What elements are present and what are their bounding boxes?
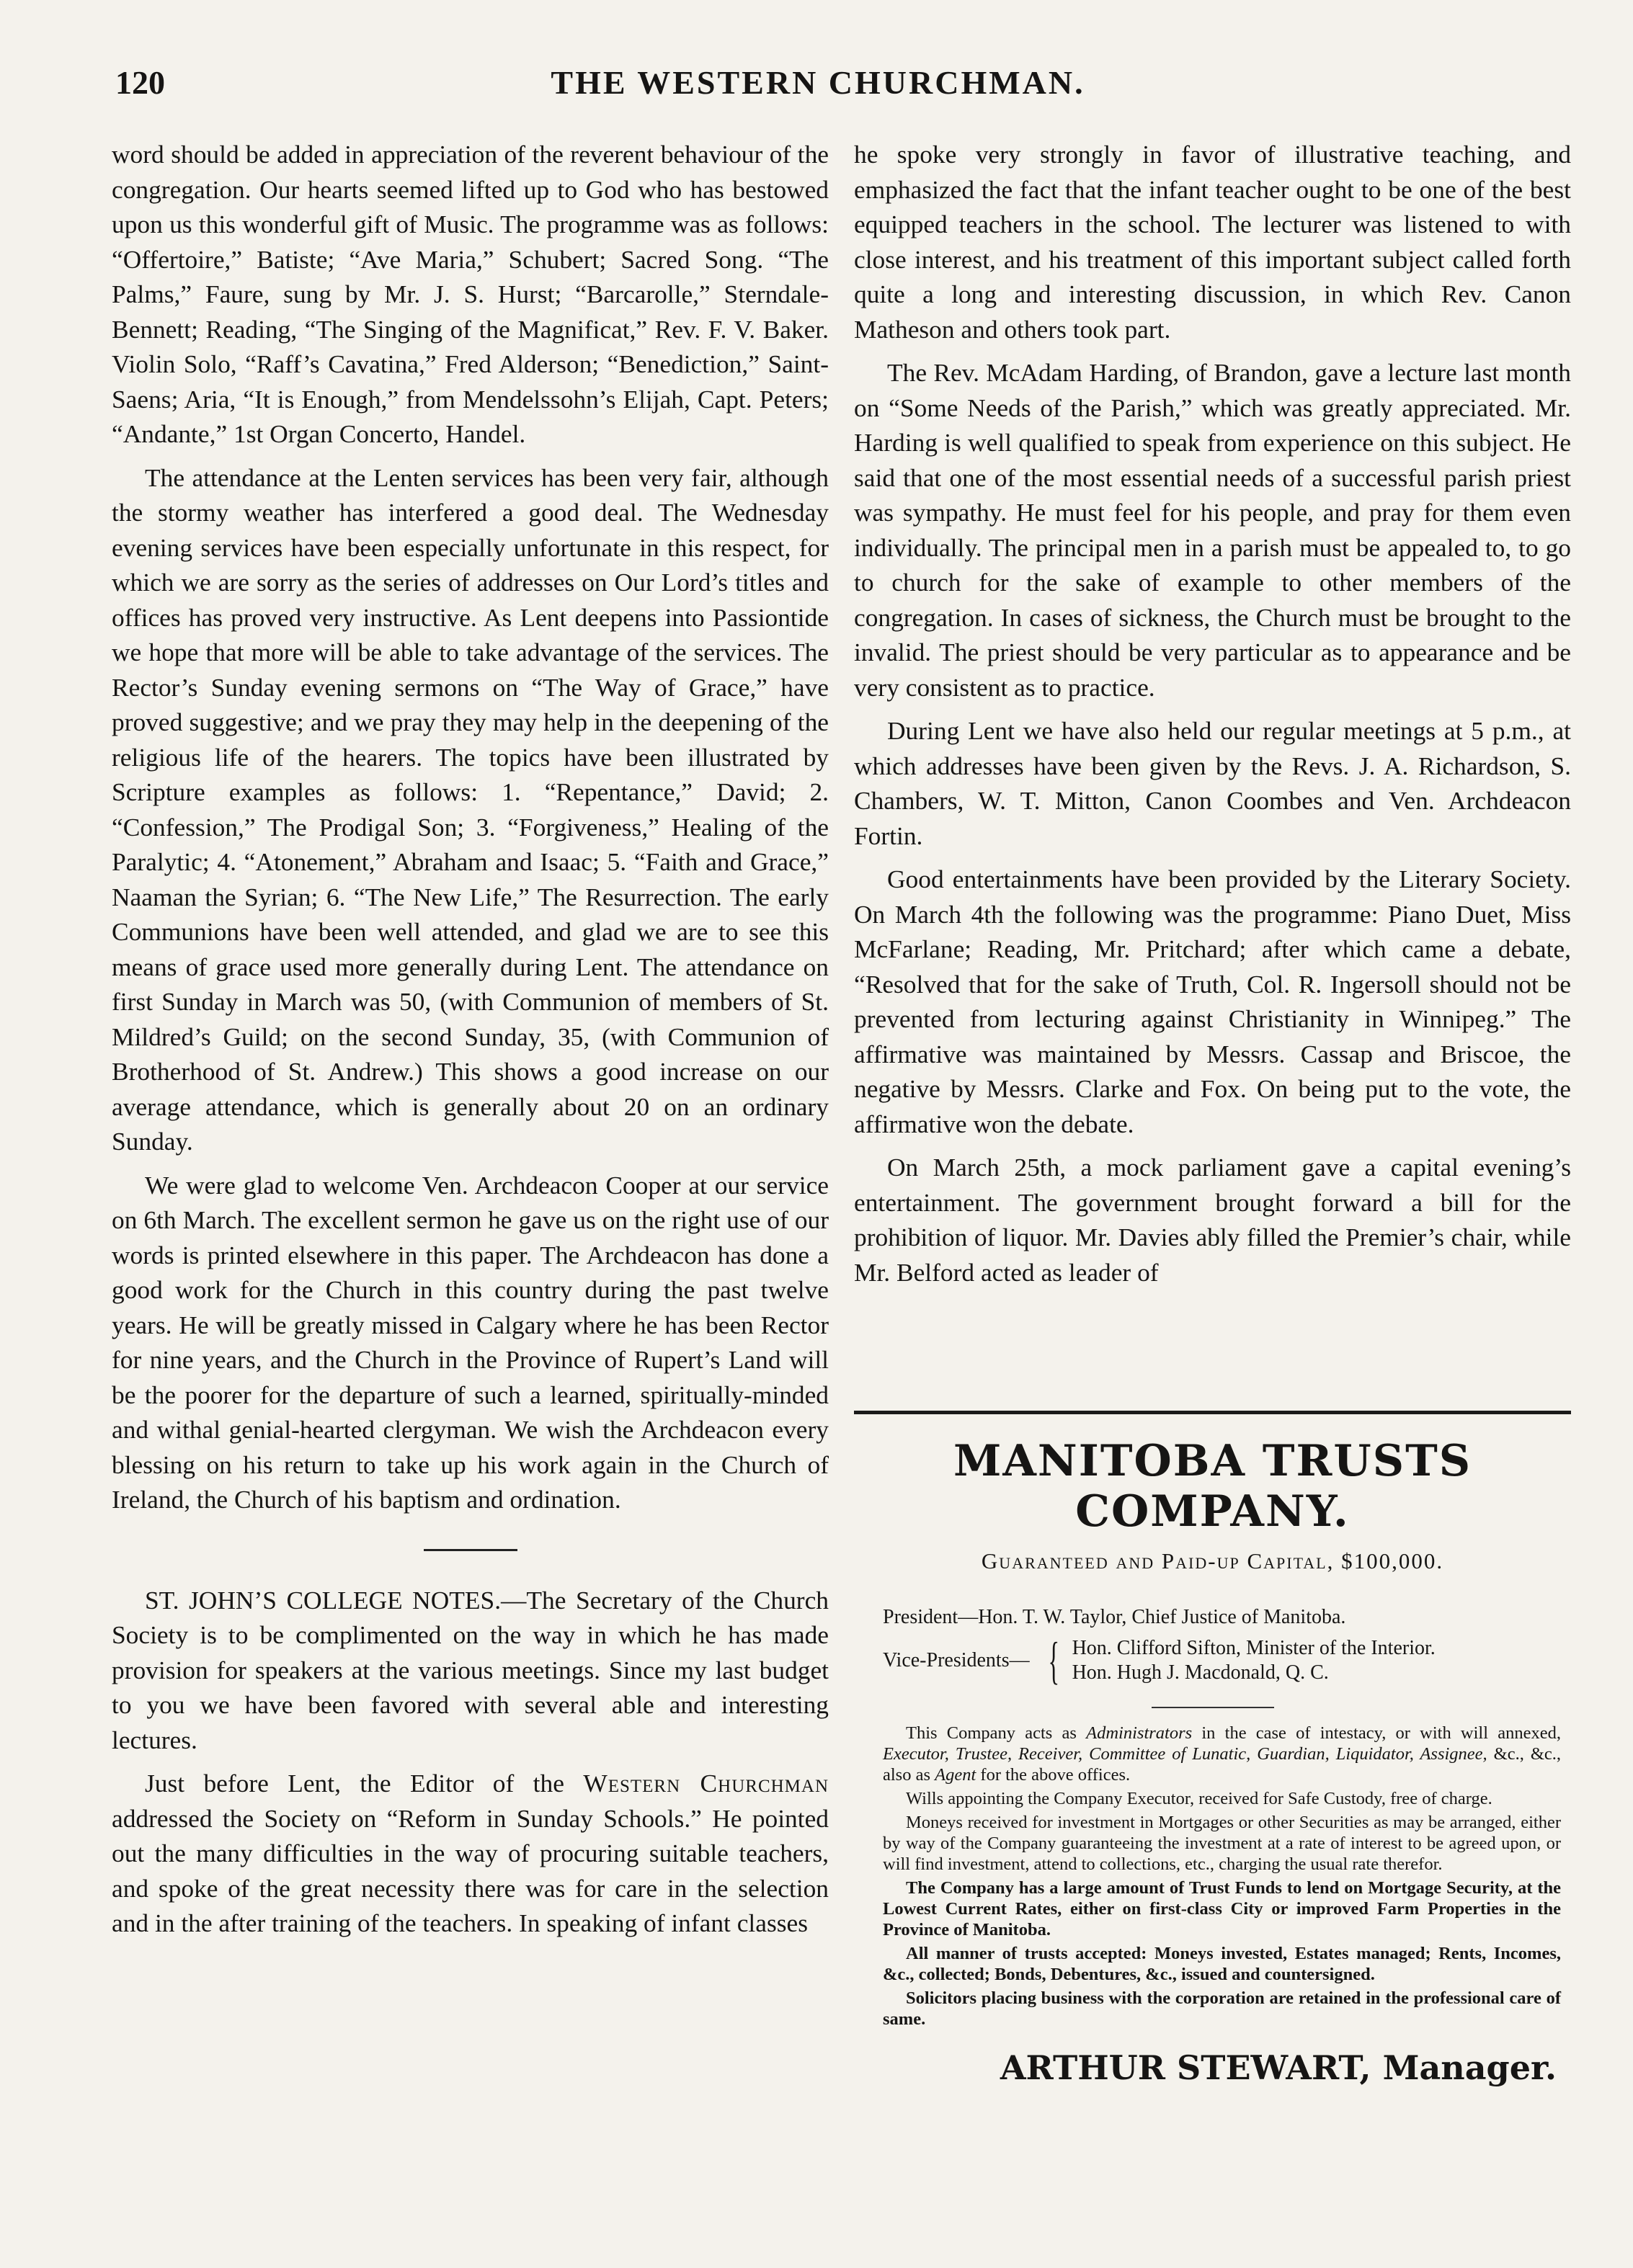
ad-paragraph: Solicitors placing business with the corporation are retained in the professional care of same. bbox=[883, 1988, 1561, 2029]
paragraph-st-johns-college-notes: ST. JOHN’S COLLEGE NOTES.—The Secretary of the Church Society is to be complimented on the way in which he has made provision for speakers at the various meetings. Since my last budget to you we have been favored with several able and interesting lectures. bbox=[112, 1585, 829, 1754]
ad-paragraph: This Company acts as Administrators in the case of intestacy, or with will annexed, Executor, Trustee, Receiver, Committee of Lunatic, Guardian, Liquidator, Assignee, &c., &c., also as Agent for the above offices. bbox=[883, 1723, 1561, 1785]
paragraph-archdeacon-cooper: We were glad to welcome Ven. Archdeacon Cooper at our service on 6th March. The excellent sermon he gave us on the right use of our words is printed elsewhere in this paper. The Archdeacon has done a good work for the Church in this country during the past twelve years. He will be greatly missed in Calgary where he has been Rector for nine years, and the Church in the Province of Rupert’s Land will be the poorer for the departure of such a learned, spiritually-minded and withal genial-hearted clergyman. We wish the Archdeacon every blessing on his return to take up his work again in the Church of Ireland, the Church of his baptism and ordination. bbox=[112, 1170, 829, 1514]
ad-vice-presidents bbox=[883, 1632, 1571, 1689]
paragraph-mock-parliament: On March 25th, a mock parliament gave a capital evening’s entertainment. The government brought forward a bill for the prohibition of liquor. Mr. Davies ably filled the Premier’s chair, while Mr. Belford acted as leader of bbox=[854, 1153, 1571, 1287]
paragraph-illustrative-teaching: he spoke very strongly in favor of illustrative teaching, and emphasized the fact that the infant teacher ought to be one of the best equipped teachers in the school. The lecturer was listened to with close interest, and his treatment of this important subject called forth quite a long and interesting discussion, in which Rev. Canon Matheson and others took part. bbox=[854, 140, 1571, 344]
page-title: THE WESTERN CHURCHMAN. bbox=[551, 64, 1085, 101]
ad-paragraph: Wills appointing the Company Executor, received for Safe Custody, free of charge. bbox=[906, 1789, 1492, 1808]
ad-divider bbox=[1152, 1707, 1274, 1708]
ad-paragraph: All manner of trusts accepted: Moneys invested, Estates managed; Rents, Incomes, &c., collected; Bonds, Debentures, &c., issued and countersigned. bbox=[883, 1944, 1561, 1984]
ad-paragraph: Moneys received for investment in Mortgages or other Securities as may be arranged, either by way of the Company guaranteeing the investment at a rate of interest to be agreed upon, or will find investment, attend to collections, etc., charging the usual rate therefor. bbox=[883, 1813, 1561, 1874]
paragraph-lenten-services: The attendance at the Lenten services has been very fair, although the stormy weather has interfered a good deal. The Wednesday evening services have been especially unfortunate in this respect, for which we are sorry as the series of addresses on Our Lord’s titles and offices has proved very instructive. As Lent deepens into Passiontide we hope that more will be able to take advantage of the services. The Rector’s Sunday evening sermons on “The Way of Grace,” have proved suggestive; and we pray they may help in the deepening of the religious life of the hearers. The topics have been illustrated by Scripture examples as follows: 1. “Repentance,” David; 2. “Confession,” The Prodigal Son; 3. “Forgiveness,” Healing of the Paralytic; 4. “Atonement,” Abraham and Isaac; 5. “Faith and Grace,” Naaman the Syrian; 6. “The New Life,” The Resurrection. The early Communions have been well attended, and glad we are to see this means of grace used more generally during Lent. The attendance on first Sunday in March was 50, (with Communion of members of St. Mildred’s Guild; on the second Sunday, 35, (with Communion of Brotherhood of St. Andrew.) This shows a good increase on our average attendance, which is generally about 20 on an ordinary Sunday. bbox=[112, 463, 829, 1156]
right-column bbox=[854, 137, 1571, 1298]
brace-icon: { bbox=[1048, 1632, 1060, 1689]
ad-manager-signature: ARTHUR STEWART, Manager. bbox=[1000, 2048, 1557, 2087]
vp-name: Hon. Hugh J. Macdonald, Q. C. bbox=[1072, 1661, 1329, 1684]
ad-president: President—Hon. T. W. Taylor, Chief Justice of Manitoba. bbox=[883, 1606, 1346, 1628]
vp-name: Hon. Clifford Sifton, Minister of the Interior. bbox=[1072, 1637, 1436, 1659]
paragraph-lent-meetings: During Lent we have also held our regular meetings at 5 p.m., at which addresses have been given by the Revs. J. A. Richardson, S. Chambers, W. T. Mitton, Canon Coombes and Ven. Archdeacon Fortin. bbox=[854, 716, 1571, 850]
left-column bbox=[112, 137, 829, 1950]
page-header bbox=[108, 63, 1528, 114]
paragraph-sunday-schools: Just before Lent, the Editor of the Western Churchman addressed the Society on “Reform in Sunday Schools.” He pointed out the many difficulties in the way of procuring suitable teachers, and spoke of the great necessity there was for care in the selection and in the after training of the teachers. In speaking of infant classes bbox=[112, 1769, 829, 1937]
section-divider bbox=[424, 1549, 517, 1551]
ad-officers bbox=[883, 1604, 1571, 1687]
paper-name: Western Churchman bbox=[583, 1769, 829, 1798]
ad-title: MANITOBA TRUSTS COMPANY. bbox=[953, 1436, 1472, 1537]
ad-subtitle: Guaranteed and Paid-up Capital, $100,000. bbox=[981, 1548, 1444, 1573]
vp-label: Vice-Presidents— bbox=[883, 1649, 1030, 1671]
ad-paragraph: The Company has a large amount of Trust Funds to lend on Mortgage Security, at the Lowest Current Rates, either on first-class City or improved Farm Properties in the Province of Manitoba. bbox=[883, 1878, 1561, 1939]
page-number: 120 bbox=[115, 64, 165, 101]
paragraph-harding-lecture: The Rev. McAdam Harding, of Brandon, gave a lecture last month on “Some Needs of the Parish,” which was greatly appreciated. Mr. Harding is well qualified to speak from experience on this subject. He said that one of the most essential needs of a successful parish priest was sympathy. He must feel for his people, and pray for them even individually. The principal men in a parish must be appealed to, to go to church for the sake of example to other members of the congregation. In cases of sickness, the Church must be brought to the invalid. The priest should be very particular as to appearance and be very consistent as to practice. bbox=[854, 358, 1571, 702]
paragraph-music-programme: word should be added in appreciation of the reverent behaviour of the congregation. Our hearts seemed lifted up to God who has bestowed upon us this wonderful gift of Music. The programme was as follows: “Offertoire,” Batiste; “Ave Maria,” Schubert; Sacred Song. “The Palms,” Faure, sung by Mr. J. S. Hurst; “Barcarolle,” Sterndale-Bennett; Reading, “The Singing of the Magnificat,” Rev. F. V. Baker. Violin Solo, “Raff’s Cavatina,” Fred Alderson; “Benediction,” Saint-Saens; Aria, “It is Enough,” from Mendelssohn’s Elijah, Capt. Peters; “Andante,” 1st Organ Concerto, Handel. bbox=[112, 140, 829, 448]
paragraph-literary-society: Good entertainments have been provided by the Literary Society. On March 4th the following was the programme: Piano Duet, Miss McFarlane; Reading, Mr. Pritchard; after which came a debate, “Resolved that for the sake of Truth, Col. R. Ingersoll should not be prevented from lecturing against Christianity in Winnipeg.” The affirmative was maintained by Messrs. Cassap and Briscoe, the negative by Messrs. Clarke and Fox. On being put to the vote, the affirmative won the debate. bbox=[854, 865, 1571, 1138]
ad-body bbox=[854, 1723, 1571, 2030]
manitoba-trusts-advertisement bbox=[854, 1411, 1571, 2192]
